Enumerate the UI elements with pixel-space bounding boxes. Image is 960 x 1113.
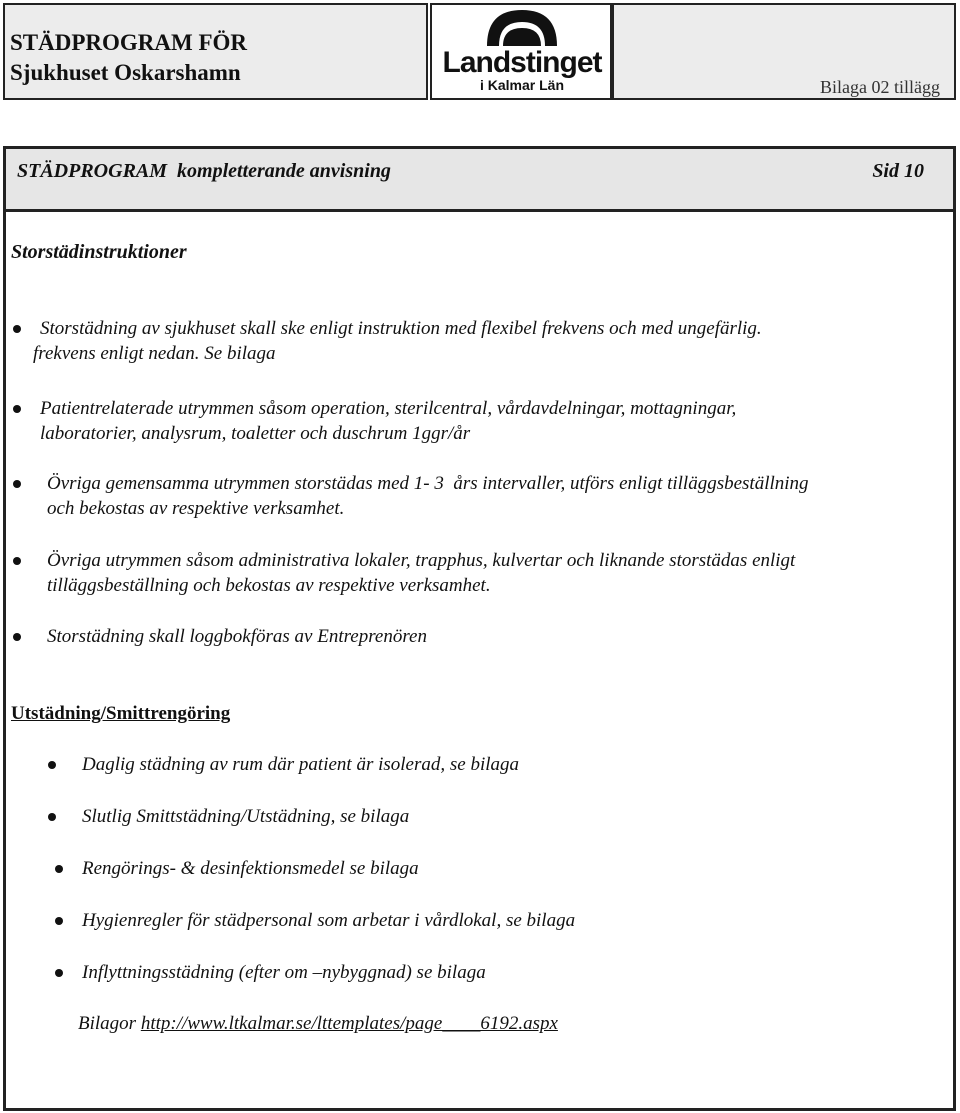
attachment-label: Bilaga 02 tillägg [820,77,940,97]
document-title [10,28,247,88]
list-item-line: frekvens enligt nedan. Se bilaga [33,343,276,364]
logo-subtitle: i Kalmar Län [479,77,565,93]
list-item: Rengörings- & desinfektionsmedel se bilaga [82,858,419,879]
bullet-icon [48,761,56,769]
list-item [33,316,940,366]
landstinget-logo-icon [437,6,607,94]
attachments-link[interactable]: http://www.ltkalmar.se/lttemplates/page____6192.aspx [140,1013,558,1034]
list-item-line: Övriga gemensamma utrymmen storstädas med 1- 3 års intervaller, utförs enligt tilläggsbeställning [47,473,809,494]
title-bar-left: STÄDPROGRAM kompletterande anvisning [17,160,391,182]
page-number: Sid 10 [872,160,924,182]
list-item [40,396,940,446]
list-item-line: och bekostas av respektive verksamhet. [47,498,345,519]
bullet-icon [13,325,21,333]
list-item-line: laboratorier, analysrum, toaletter och duschrum 1ggr/år [40,423,471,444]
list-item [47,624,947,649]
list-item-line: tilläggsbeställning och bekostas av respektive verksamhet. [47,575,491,596]
list-item: Hygienregler för städpersonal som arbetar i vårdlokal, se bilaga [82,910,576,931]
bullet-icon [13,557,21,565]
list-item: Inflyttningsstädning (efter om –nybyggnad) se bilaga [82,962,486,983]
document-title-line2: Sjukhuset Oskarshamn [10,60,241,85]
landstinget-logo [437,6,607,94]
list-item-line: Storstädning skall loggbokföras av Entreprenören [47,626,427,647]
attachments-label: Bilagor [78,1013,137,1034]
list-item-line: Övriga utrymmen såsom administrativa lokaler, trapphus, kulvertar och liknande storstädas enligt [47,550,796,571]
bullet-icon [13,633,21,641]
list-item: Daglig städning av rum där patient är isolerad, se bilaga [82,754,519,775]
bullet-icon [13,480,21,488]
list-item-line: Storstädning av sjukhuset skall ske enligt instruktion med flexibel frekvens och med ungefärlig. [40,318,762,339]
logo-wordmark: Landstinget [442,46,602,79]
bullet-icon [13,405,21,413]
bullet-icon [55,969,63,977]
section-heading-utstad: Utstädning/Smittrengöring [11,703,231,724]
list-item [47,548,947,598]
list-item: Slutlig Smittstädning/Utstädning, se bilaga [82,806,410,827]
bullet-icon [48,813,56,821]
bullet-icon [55,917,63,925]
document-title-line1: STÄDPROGRAM FÖR [10,30,248,55]
attachments-footer [78,1011,558,1036]
list-item [47,471,947,521]
bullet-icon [55,865,63,873]
section-heading-storstad: Storstädinstruktioner [11,241,187,263]
list-item-line: Patientrelaterade utrymmen såsom operation, sterilcentral, vårdavdelningar, mottagningar, [40,398,737,419]
